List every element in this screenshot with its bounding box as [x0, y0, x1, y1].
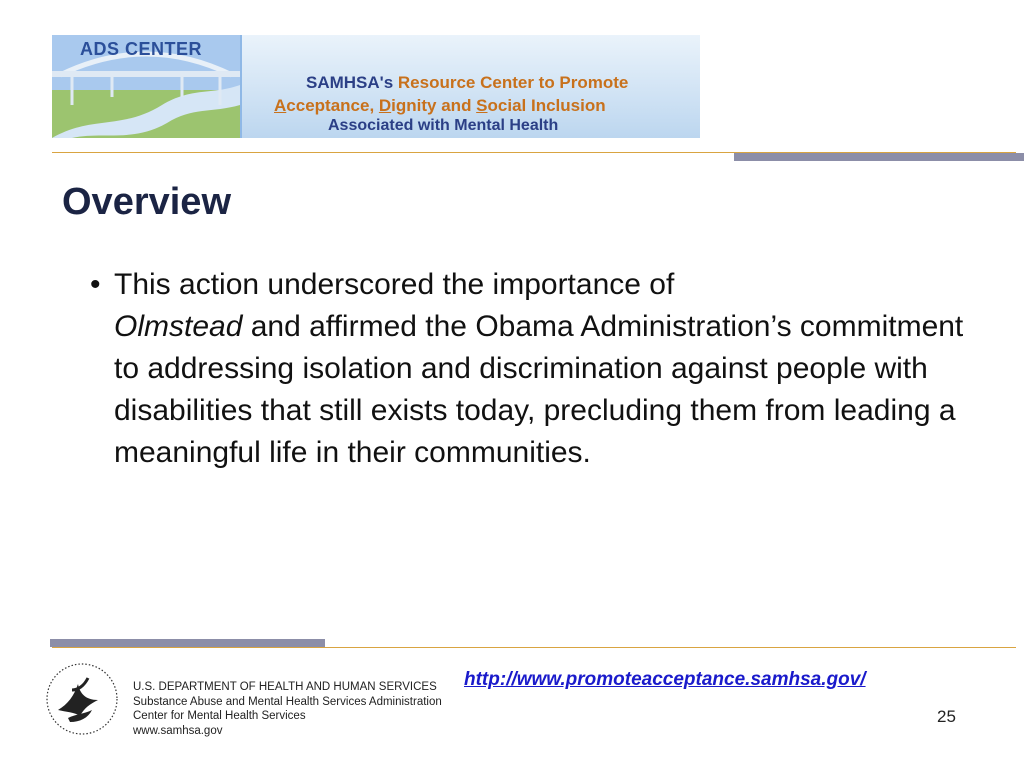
bottom-accent-bar [50, 639, 325, 647]
slide-title: Overview [62, 181, 231, 223]
hhs-center: Center for Mental Health Services [133, 710, 306, 722]
banner-line-1: SAMHSA's Resource Center to Promote [306, 73, 629, 92]
bullet-text: This action underscored the importance of Olmstead and affirmed the Obama Administration’s commitment to addressing isolation and discrimination against people with disabilities that still exists today, precluding them from leading a meaningful life in their communities. [114, 268, 964, 469]
header-banner [52, 35, 700, 138]
bottom-divider [52, 647, 1016, 648]
hhs-website: www.samhsa.gov [133, 724, 223, 737]
page-number: 25 [937, 707, 956, 726]
case-name: Olmstead [114, 310, 243, 343]
hhs-department: U.S. DEPARTMENT OF HEALTH AND HUMAN SERVICES [133, 681, 437, 693]
banner-title-panel [242, 35, 700, 138]
ads-center-badge: ADS CENTER [80, 39, 203, 59]
top-accent-bar [734, 153, 1024, 161]
bullet-marker: • [90, 268, 101, 301]
resource-center-link[interactable]: http://www.promoteacceptance.samhsa.gov/ [464, 669, 866, 690]
banner-line-2: Acceptance, Dignity and Social Inclusion [274, 96, 606, 115]
bullet-point [90, 264, 970, 474]
hhs-agency: Substance Abuse and Mental Health Services Administration [133, 695, 442, 708]
hhs-seal-icon [44, 660, 120, 738]
hhs-agency-block [133, 680, 442, 738]
banner-line-3: Associated with Mental Health [328, 117, 559, 134]
